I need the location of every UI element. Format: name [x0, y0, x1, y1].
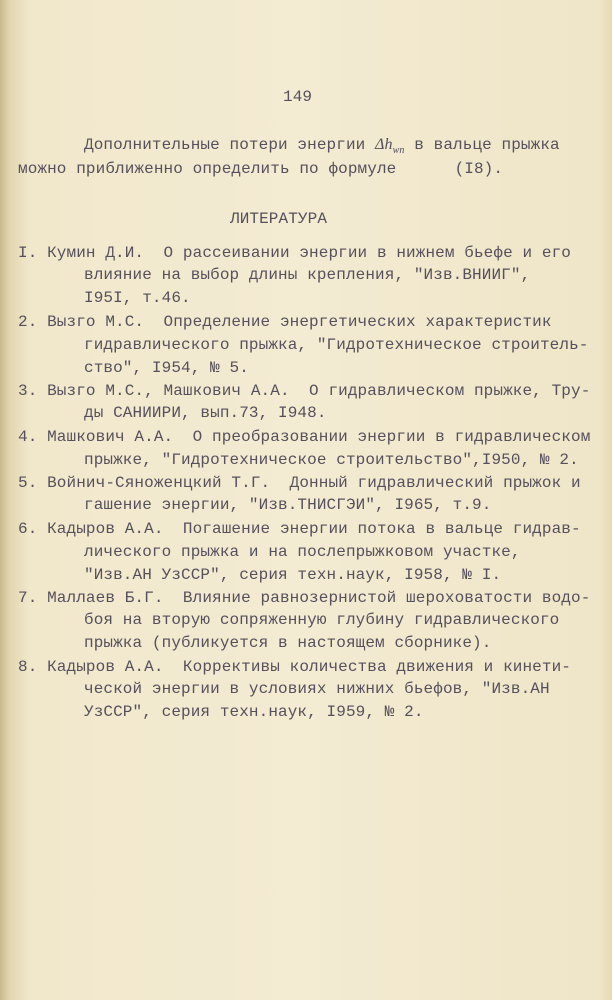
reference-continuation: ство", I954, № 5.	[84, 359, 249, 377]
reference-continuation: боя на вторую сопряженную глубину гидравлического	[84, 611, 560, 629]
reference-item: I. Кумин Д.И. О рассеивании энергии в нижнем бьефе и его	[18, 244, 571, 262]
formula-subscript: wn	[392, 145, 405, 157]
page-number: 149	[283, 88, 313, 106]
reference-continuation: влияние на выбор длины крепления, "Изв.ВНИИГ",	[84, 266, 531, 284]
reference-continuation: УзССР", серия техн.наук, I959, № 2.	[84, 703, 424, 721]
paragraph-text: в вальце прыжка	[404, 136, 560, 154]
reference-item: 2. Вызго М.С. Определение энергетических характеристик	[18, 313, 552, 331]
reference-continuation: "Изв.АН УзССР", серия техн.наук, I958, № I.	[84, 566, 502, 584]
reference-item: 3. Вызго М.С., Машкович А.А. О гидравлическом прыжке, Тру-	[18, 382, 591, 400]
section-heading: ЛИТЕРАТУРА	[230, 210, 328, 228]
reference-continuation: гашение энергии, "Изв.ТНИСГЭИ", I965, т.9.	[84, 496, 492, 514]
paragraph-line-1	[84, 135, 560, 161]
paragraph-text: Дополнительные потери энергии	[84, 136, 376, 154]
reference-continuation: ческой энергии в условиях нижних бьефов, "Изв.АН	[84, 680, 550, 698]
reference-continuation: лического прыжка и на послепрыжковом участке,	[84, 543, 521, 561]
reference-continuation: гидравлического прыжка, "Гидротехническое строитель-	[84, 336, 589, 354]
formula-symbol: Δh	[375, 136, 393, 153]
reference-continuation: ды САНИИРИ, вып.73, I948.	[84, 404, 327, 422]
paragraph-line-2: можно приближенно определить по формуле (I8).	[18, 160, 504, 178]
reference-item: 6. Кадыров А.А. Погашение энергии потока в вальце гидрав-	[18, 520, 581, 538]
reference-item: 7. Маллаев Б.Г. Влияние равнозернистой шероховатости водо-	[18, 589, 591, 607]
reference-item: 5. Войнич-Сяноженцкий Т.Г. Донный гидравлический прыжок и	[18, 474, 581, 492]
reference-continuation: I95I, т.46.	[84, 289, 191, 307]
reference-item: 8. Кадыров А.А. Коррективы количества движения и кинети-	[18, 658, 571, 676]
reference-continuation: прыжке, "Гидротехническое строительство",I950, № 2.	[84, 451, 579, 469]
reference-item: 4. Машкович А.А. О преобразовании энергии в гидравлическом	[18, 428, 591, 446]
reference-continuation: прыжка (публикуется в настоящем сборнике).	[84, 634, 492, 652]
